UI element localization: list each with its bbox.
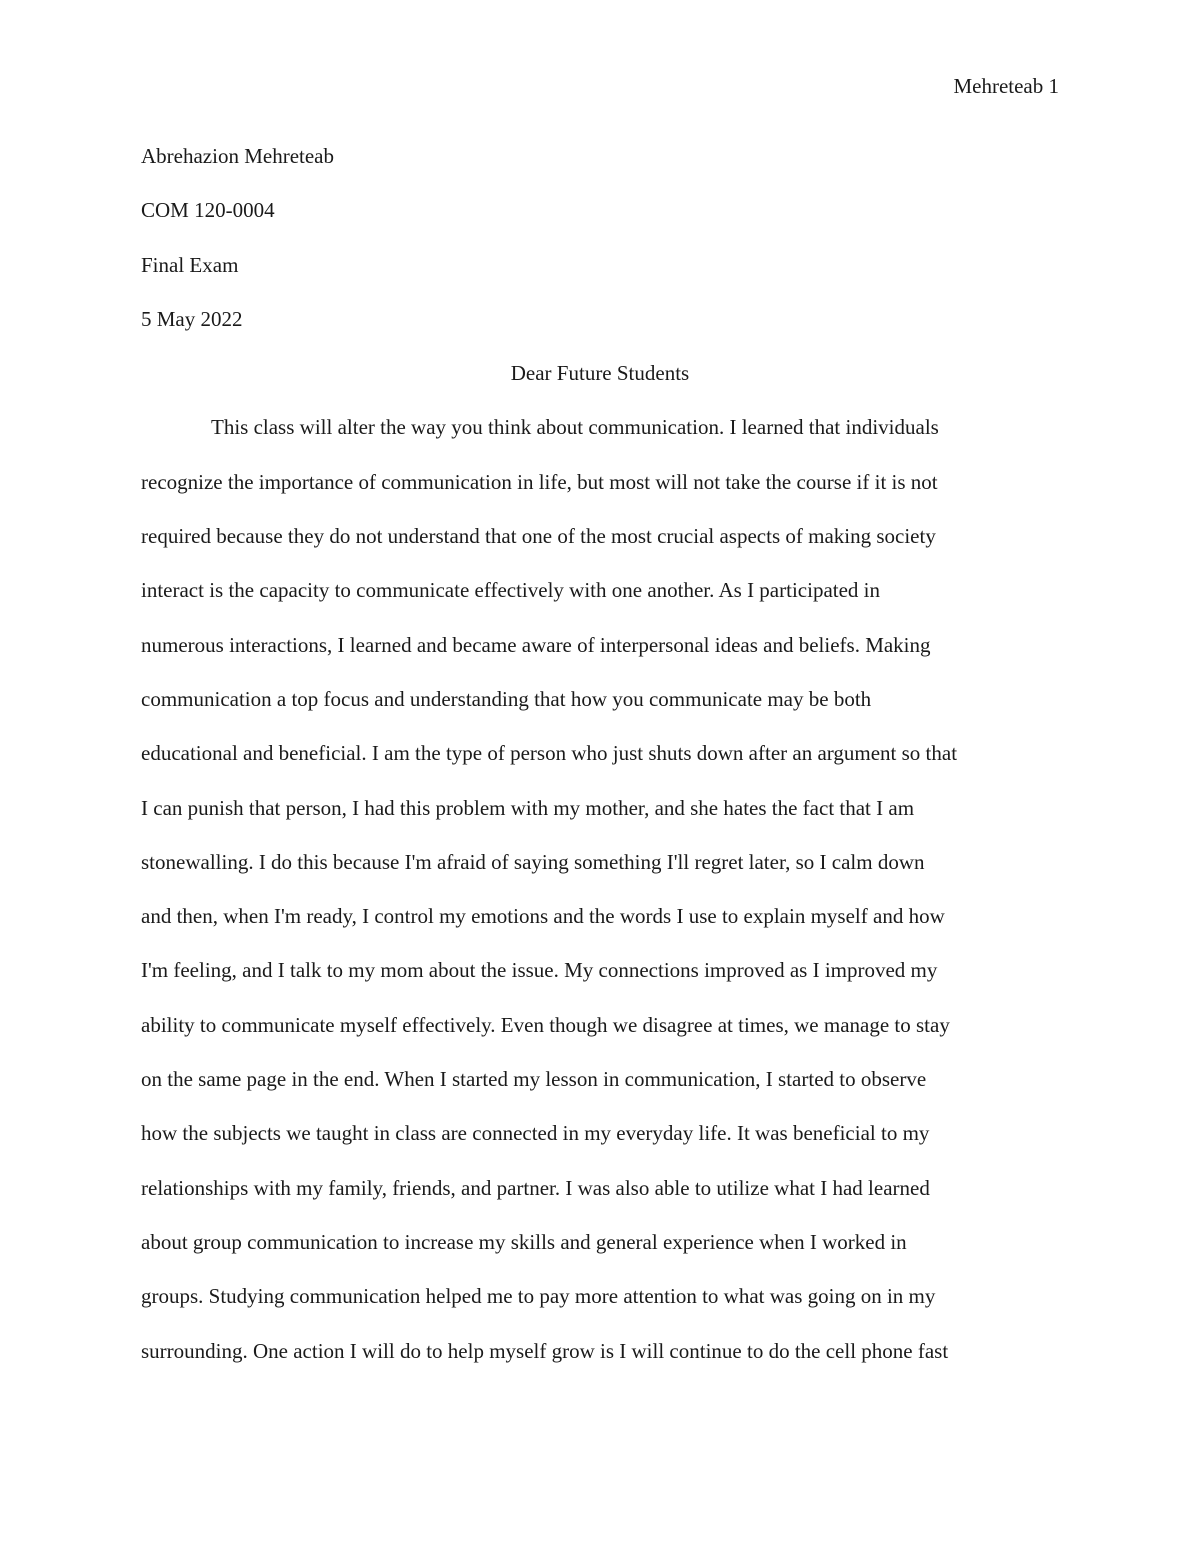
paragraph-line: I can punish that person, I had this problem with my mother, and she hates the fact that I am (141, 795, 915, 820)
paragraph-line: how the subjects we taught in class are connected in my everyday life. It was beneficial to my (141, 1121, 930, 1146)
essay-title: Dear Future Students (510, 361, 690, 386)
assignment-name: Final Exam (141, 252, 239, 277)
paragraph-line: about group communication to increase my skills and general experience when I worked in (141, 1229, 907, 1254)
running-head: Mehreteab 1 (953, 74, 1059, 98)
course-code: COM 120-0004 (141, 198, 275, 223)
paragraph-line: ability to communicate myself effectively. Even though we disagree at times, we manage to stay (141, 1012, 950, 1037)
paragraph-line: relationships with my family, friends, and partner. I was also able to utilize what I had learned (141, 1175, 930, 1200)
paragraph-line: interact is the capacity to communicate effectively with one another. As I participated in (141, 578, 881, 603)
essay-paragraph (141, 400, 1059, 1377)
paragraph-line: on the same page in the end. When I started my lesson in communication, I started to observe (141, 1067, 927, 1092)
paragraph-line: communication a top focus and understanding that how you communicate may be both (141, 686, 872, 711)
paragraph-line: I'm feeling, and I talk to my mom about the issue. My connections improved as I improved my (141, 958, 938, 983)
paragraph-line: numerous interactions, I learned and became aware of interpersonal ideas and beliefs. Making (141, 632, 931, 657)
paragraph-line: groups. Studying communication helped me to pay more attention to what was going on in my (141, 1284, 936, 1309)
author-name: Abrehazion Mehreteab (141, 144, 334, 168)
paragraph-line: This class will alter the way you think about communication. I learned that individuals (211, 415, 939, 440)
paragraph-line: required because they do not understand that one of the most crucial aspects of making society (141, 524, 936, 549)
paragraph-line: educational and beneficial. I am the type of person who just shuts down after an argument so that (141, 741, 958, 766)
paragraph-line: and then, when I'm ready, I control my emotions and the words I use to explain myself and how (141, 904, 945, 929)
paragraph-line: surrounding. One action I will do to help myself grow is I will continue to do the cell phone fast (141, 1338, 949, 1363)
document-body (141, 129, 1059, 1378)
paragraph-line: recognize the importance of communication in life, but most will not take the course if it is not (141, 469, 938, 494)
paragraph-line: stonewalling. I do this because I'm afraid of saying something I'll regret later, so I calm down (141, 849, 925, 874)
submission-date: 5 May 2022 (141, 306, 243, 331)
